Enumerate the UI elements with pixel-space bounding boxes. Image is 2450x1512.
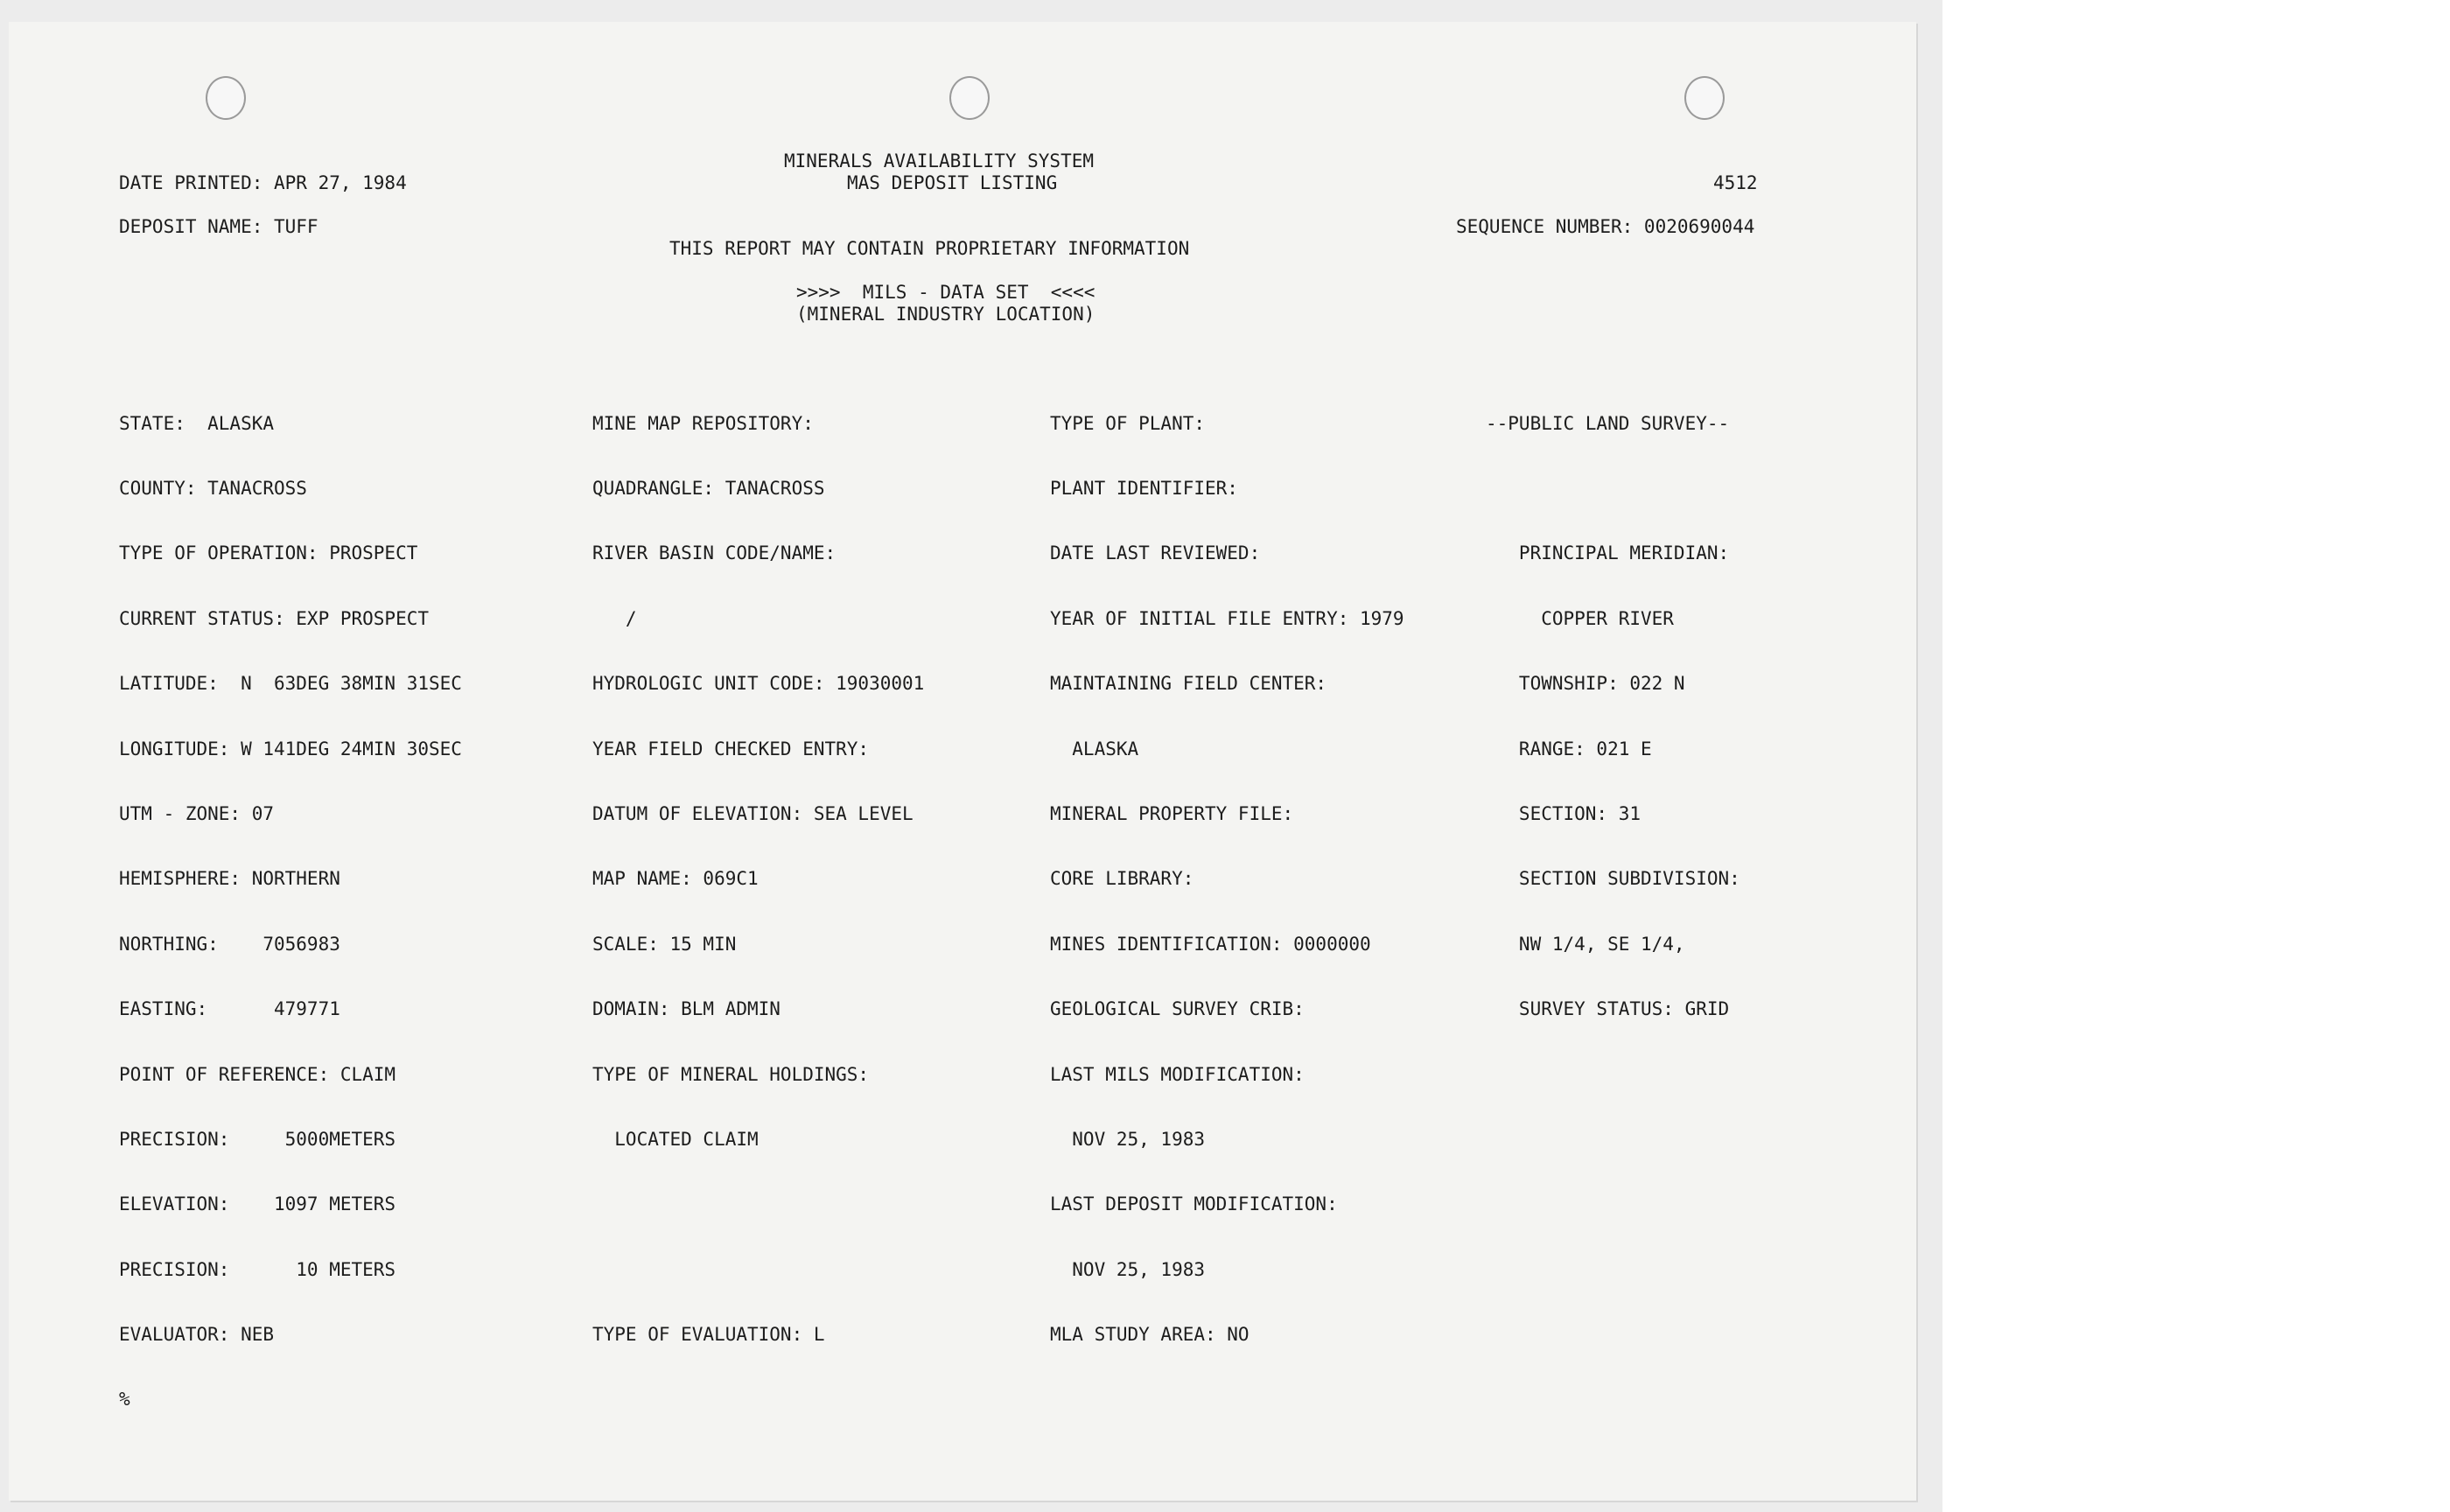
plant-column bbox=[1050, 369, 1404, 1389]
land-survey-line: COPPER RIVER bbox=[1486, 607, 1674, 629]
map-line: MAP NAME: 069C1 bbox=[592, 868, 759, 890]
location-line: PRECISION: 10 METERS bbox=[119, 1258, 396, 1280]
map-line: MINE MAP REPOSITORY: bbox=[592, 412, 814, 434]
map-line: TYPE OF EVALUATION: L bbox=[592, 1324, 825, 1346]
location-line: UTM - ZONE: 07 bbox=[119, 802, 275, 824]
land-survey-line: NW 1/4, SE 1/4, bbox=[1486, 933, 1685, 955]
plant-line: ALASKA bbox=[1050, 738, 1139, 760]
printout-page bbox=[9, 22, 1916, 1501]
binder-hole-left bbox=[206, 76, 246, 120]
system-title: MINERALS AVAILABILITY SYSTEM bbox=[784, 150, 1095, 172]
map-line bbox=[592, 1194, 924, 1215]
map-line: QUADRANGLE: TANACROSS bbox=[592, 477, 825, 499]
location-line: HEMISPHERE: NORTHERN bbox=[119, 868, 340, 890]
plant-line: NOV 25, 1983 bbox=[1050, 1258, 1206, 1280]
map-column bbox=[592, 369, 924, 1389]
report-number: 4512 bbox=[1713, 172, 1758, 193]
land-survey-line: RANGE: 021 E bbox=[1486, 738, 1652, 760]
location-line: STATE: ALASKA bbox=[119, 412, 275, 434]
location-line: TYPE OF OPERATION: PROSPECT bbox=[119, 542, 418, 564]
location-line: ELEVATION: 1097 METERS bbox=[119, 1194, 396, 1215]
location-line: COUNTY: TANACROSS bbox=[119, 477, 307, 499]
listing-title: MAS DEPOSIT LISTING bbox=[847, 172, 1058, 193]
plant-line: CORE LIBRARY: bbox=[1050, 868, 1194, 890]
location-line: NORTHING: 7056983 bbox=[119, 933, 340, 955]
map-line: RIVER BASIN CODE/NAME: bbox=[592, 542, 836, 564]
map-line: TYPE OF MINERAL HOLDINGS: bbox=[592, 1063, 870, 1085]
plant-line: MLA STUDY AREA: NO bbox=[1050, 1324, 1250, 1346]
land-survey-line: SURVEY STATUS: GRID bbox=[1486, 998, 1730, 1020]
data-set-subtitle: (MINERAL INDUSTRY LOCATION) bbox=[796, 304, 1096, 325]
location-line: EVALUATOR: NEB bbox=[119, 1324, 275, 1346]
binder-hole-center bbox=[949, 76, 990, 120]
location-line: PRECISION: 5000METERS bbox=[119, 1128, 396, 1150]
location-line: POINT OF REFERENCE: CLAIM bbox=[119, 1063, 396, 1085]
location-line: EASTING: 479771 bbox=[119, 998, 340, 1020]
location-line: LATITUDE: N 63DEG 38MIN 31SEC bbox=[119, 673, 462, 695]
plant-line: LAST MILS MODIFICATION: bbox=[1050, 1063, 1305, 1085]
plant-line: TYPE OF PLANT: bbox=[1050, 412, 1206, 434]
plant-line: MINES IDENTIFICATION: 0000000 bbox=[1050, 933, 1371, 955]
binder-hole-right bbox=[1684, 76, 1725, 120]
location-column bbox=[119, 369, 462, 1454]
land-survey-line bbox=[1486, 478, 1740, 500]
plant-line: LAST DEPOSIT MODIFICATION: bbox=[1050, 1194, 1338, 1215]
location-line: LONGITUDE: W 141DEG 24MIN 30SEC bbox=[119, 738, 462, 760]
map-line: SCALE: 15 MIN bbox=[592, 933, 737, 955]
land-survey-column bbox=[1486, 369, 1740, 1064]
deposit-name: DEPOSIT NAME: TUFF bbox=[119, 216, 318, 237]
date-printed: DATE PRINTED: APR 27, 1984 bbox=[119, 172, 407, 193]
plant-line: DATE LAST REVIEWED: bbox=[1050, 542, 1261, 564]
data-set-title: >>>> MILS - DATA SET <<<< bbox=[796, 282, 1096, 303]
map-line: / bbox=[592, 607, 637, 629]
land-survey-line: SECTION: 31 bbox=[1486, 802, 1642, 824]
plant-line: GEOLOGICAL SURVEY CRIB: bbox=[1050, 998, 1305, 1020]
end-of-record-mark: % bbox=[119, 1389, 130, 1410]
plant-line: YEAR OF INITIAL FILE ENTRY: 1979 bbox=[1050, 607, 1404, 629]
map-line: YEAR FIELD CHECKED ENTRY: bbox=[592, 738, 870, 760]
location-line: CURRENT STATUS: EXP PROSPECT bbox=[119, 607, 430, 629]
map-line: HYDROLOGIC UNIT CODE: 19030001 bbox=[592, 673, 925, 695]
proprietary-notice: THIS REPORT MAY CONTAIN PROPRIETARY INFORMATION bbox=[669, 238, 1190, 259]
plant-line: PLANT IDENTIFIER: bbox=[1050, 477, 1238, 499]
land-survey-line: SECTION SUBDIVISION: bbox=[1486, 868, 1740, 890]
map-line bbox=[592, 1259, 924, 1281]
land-survey-line: PRINCIPAL MERIDIAN: bbox=[1486, 542, 1730, 564]
sequence-number: SEQUENCE NUMBER: 0020690044 bbox=[1456, 216, 1755, 237]
plant-line: MINERAL PROPERTY FILE: bbox=[1050, 802, 1294, 824]
plant-line: NOV 25, 1983 bbox=[1050, 1128, 1206, 1150]
map-line: DOMAIN: BLM ADMIN bbox=[592, 998, 780, 1020]
plant-line: MAINTAINING FIELD CENTER: bbox=[1050, 673, 1327, 695]
land-survey-line: --PUBLIC LAND SURVEY-- bbox=[1486, 412, 1730, 434]
land-survey-line: TOWNSHIP: 022 N bbox=[1486, 673, 1685, 695]
map-line: DATUM OF ELEVATION: SEA LEVEL bbox=[592, 802, 914, 824]
map-line: LOCATED CLAIM bbox=[592, 1128, 759, 1150]
